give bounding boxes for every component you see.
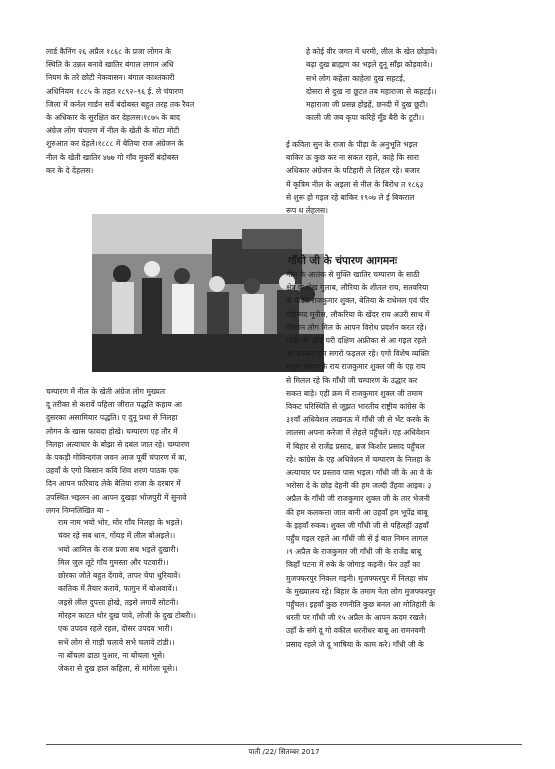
poem-line: बढ़ा दुख ब्राह्मण का भइले दुनू साँझ कोड़वावे।। (306, 60, 433, 70)
text-line: निलहा अत्याचार के बोझा से दबल जात रहे। चम्पारण (46, 439, 190, 449)
poem-line: मोरहन काटत थोर दुख पावे, लोजी के दुख टोबरी।। (58, 611, 196, 621)
poem-line: दोसरा से दुख ना छूटत तब महाराजा से कहटई।। (306, 86, 437, 96)
text-line: अत्याचार पर प्रस्ताव पास भइल। गाँधी जी के आ वे के (286, 468, 433, 478)
poem-line: मिल जुल लूटे गाँव गुमस्ता और पटवारी।। (58, 557, 169, 567)
poem-line: हे कोई वीर जगत में धरमी, लील के खेत छोड़ावे। (306, 47, 438, 56)
text-line: दिन आपन फरियाद लेके बेतिया राजा के दरबार में (46, 479, 181, 489)
text-line: भरोसा दे के छोड़ देहनी की हम जल्दी उँहवा आइब। ३ (286, 481, 432, 491)
text-line: रूप ध लेहलस। (286, 206, 329, 216)
text-line: में बिहार से राजेंद्र प्रसाद, ब्रज किशोर प्रसाद पहुँचल (286, 441, 425, 451)
text-line: नील के खेती खातिर ४७७ गो गाँव मुकर्री बंदोबस्त (46, 152, 179, 162)
poem-line: महाराजा जी प्रसन्न होइहें, छनदी में दुख छूटी। (306, 100, 428, 110)
text-line: बाकिर ऊ कुछ कर ना सकत रहले, काहे कि सारा (286, 153, 419, 163)
poem-line: ना बोंचला ढाठा पुआर, ना बोंचला भूसे। (58, 650, 165, 660)
text-line: कर के दे देहलस। (46, 165, 94, 175)
text-line: अधिकार अंग्रेजन के पटिहारी ले लिहल रहे। बजार (286, 166, 420, 176)
text-line: जिला में कर्नल गार्डन सर्वे बंदोबस्त बहुत तरह तक रैयत (46, 99, 195, 109)
text-line: के अधिकार के सुरक्षित कर देहलस।१८७५ के बाद (46, 113, 181, 123)
text-line: ।९ अप्रैल के राजकुमार जी गाँधी जी के राजेंद्र बाबू (286, 547, 422, 557)
text-line: की हम कलकत्ता जात बानी आ उहवाँ हम भूपेंद्र बाबू (286, 507, 428, 517)
poem-line: भयो आमिल के राज प्रजा सब भइले दुखारी। (58, 544, 179, 554)
poem-line: सभे लोग से गाड़ी चलावे सभे चलावे टांडी।। (58, 637, 175, 647)
poem-line: एक उपदव रहले रहल, दोसर उपदव भारी। (58, 624, 173, 634)
text-line: लार्ड कैनिंग २६ अप्रैल १८६८ के प्रजा लोगन के (46, 47, 171, 56)
text-line: सकत बाड़े। एही क्रम में राजकुमार शुक्ल जी तमाम (286, 388, 423, 398)
text-line: उपस्थित भइलन आ आपन दुखड़ा भोजपुरी में सुनावे (46, 492, 187, 502)
page-footer: पाती /22/ सितम्बर 2017 (248, 747, 320, 756)
text-line: आ उनकर नाम सगरो फइलल रहे। एगो विशेष व्यक्ति (286, 349, 430, 359)
text-line: प्रसाद रहले जे दू भाषिया के काम करे। गाँधी जी के (286, 639, 424, 649)
section-heading: गाँधी जी के चंपारण आगमनः (288, 255, 398, 267)
right-paragraph-1 (286, 138, 522, 217)
text-line: में कृत्रिम नील के अइला से नील के बिरोध त १८६३ (286, 179, 424, 189)
text-line: नील के आतंक से मुक्ति खातिर चम्पारण के साठी (286, 270, 420, 279)
text-line: गांधी जी ओह घरी दक्षिण अफ्रीका से आ गइल रहले (286, 336, 427, 346)
text-line: उहवाँ के एगो किसान कवि शिव शरण पाठक एक (46, 466, 179, 476)
text-line: नियम के तरे छोटी नेकवासन। बंगाल काश्तकारी (46, 73, 175, 83)
text-line: पहुँच गइल रहले आ गाँधी जी से ई बात निमन लागल (286, 534, 428, 544)
text-line: धरती पर गाँधी जी १५ अप्रैल के आपन कदम रखले। (286, 613, 427, 623)
text-line: लोगन के खास फायदा होखे। चम्पारण एह तौर में (46, 426, 178, 436)
text-line: किसान लोग मिल के आपन विरोध प्रदर्शन करत रहे। (286, 322, 427, 332)
text-line: मोहम्मद मूनीस, लौकरिया के खेंदर राय अउरी साथ में (286, 309, 430, 319)
text-line: अंग्रेज लोग चंपारण में नील के खेती के मोटा मोटी (46, 126, 180, 136)
text-line: क्षेत्र के शेख गुलाब, लौरिया के शीतल राय, सतवरिया (286, 283, 429, 293)
poem-line: छोरका जोते बहुत देंगावे, तापर चेपा धुरियावें। (58, 571, 181, 581)
text-line: के पकड़ी गोविन्दगंज जवन आज पूर्वी चंपारण में बा, (46, 453, 187, 463)
poem-line: सभे लोग कहेला काहेला दुख सहटई, (306, 73, 406, 83)
text-line: अप्रैल के गाँधी जी राजकुमार शुक्ल जी के तार भेजनी (286, 494, 430, 504)
text-line: उहाँ के संगे दू गो वकील धरनीधर बाबू आ रामनवमी (286, 626, 426, 636)
text-line: के मुख्यालय रहे। बिहार के तमाम नेता लोग मुजफ्फरपुर (286, 586, 436, 596)
poem-line: जेकरा से दुख हाल कहिला, से मांगेला घूसे।। (58, 664, 178, 674)
poem-right (306, 45, 437, 125)
text-line: से मिलल रहे कि गाँधी जी चम्पारण के उद्धार कर (286, 375, 418, 385)
poem-line: कातिक में तैयार करावे, फागुन में बोअवावें।। (58, 584, 178, 594)
text-line: अधिनियम १८८५ के तहत १८९२–९६ ई. ले चंपारण (46, 86, 184, 96)
left-paragraph-1 (46, 45, 278, 177)
poem-line: काली जी जब कृपा करिहें मूँड बैरी के टूटी।। (306, 113, 425, 123)
poem-line: जइसे लील दुपत्ता होखे, तइसे लगावें सोटनी। (58, 597, 179, 607)
text-line: दू तरीका से करावें पहिला जीरात पद्धति कहाय आ (46, 400, 182, 410)
poem-line: राम नाम भयो भोर, मोर गाँव निलहा के भइले। (58, 518, 183, 527)
poem-left (58, 516, 196, 676)
text-line: ३१वाँ अधिवेशन लखनऊ में गाँधी जी से भेंट करके के (286, 415, 430, 425)
text-line: शुरुआत कर देहले।१८८८ में बेतिया राज अंग्रेजन के (46, 139, 184, 149)
poem-line: चंवर रहे सब धान, गोंयड़ में लील बोअइले।। (58, 531, 176, 541)
text-line: के इहवाँ रुकब। शुक्ल जी गाँधी जी से पहिलहीं उहवाँ (286, 520, 429, 530)
text-line: स्थिति के उन्नत बनावे खातिर बंगाल लगान अधि (46, 60, 174, 70)
footer-rule (46, 744, 522, 745)
text-line: यमुना प्रसाद के राय राजकुमार शुक्ल जी के एह राय (286, 362, 426, 372)
text-line: लगन निम्नलिखित बा – (46, 505, 110, 515)
right-paragraph-2 (286, 268, 522, 651)
text-line: के पंडित राजकुमार शुक्ल, बेतिया के राधेमल एवं पीर (286, 296, 429, 306)
text-line: दुसरका असामियार पद्धति। ए दुनू प्रथा से निलहा (46, 413, 178, 423)
text-line: लालसा अपना करेजा में लेहले पहुँचले। एह अधिवेशन (286, 428, 430, 438)
text-line: से शुरू हो गइल रहे बाकिर १९०७ ले ई बिकराल (286, 192, 415, 202)
text-line: विकट परिस्थिति से जूझत भारतीय राष्ट्रीय कांग्रेस के (286, 402, 425, 412)
text-line: मुजफ्फरपुर निकल गइनी। मुजफ्फरपुर में निलहा संघ (286, 573, 428, 583)
text-line: रहे। कांग्रेस के एह अधिवेशन में चम्पारण के निलहा के (286, 454, 431, 464)
text-line: ई कविता सुन के राजा के पीड़ा के अनुभूति भइल (286, 140, 418, 149)
text-line: पहुँचल। इहवाँ कुछ रणनीति कुछ बनल आ मोतिहारी के (286, 600, 436, 610)
text-line: चम्पारण में नील के खेती अंग्रेज लोग मुख्यतः (46, 387, 166, 396)
left-paragraph-2 (46, 385, 278, 517)
text-line: किहाँ पटना में रुके के जोगाड़ कइनी। फेर उहाँ का (286, 560, 421, 570)
